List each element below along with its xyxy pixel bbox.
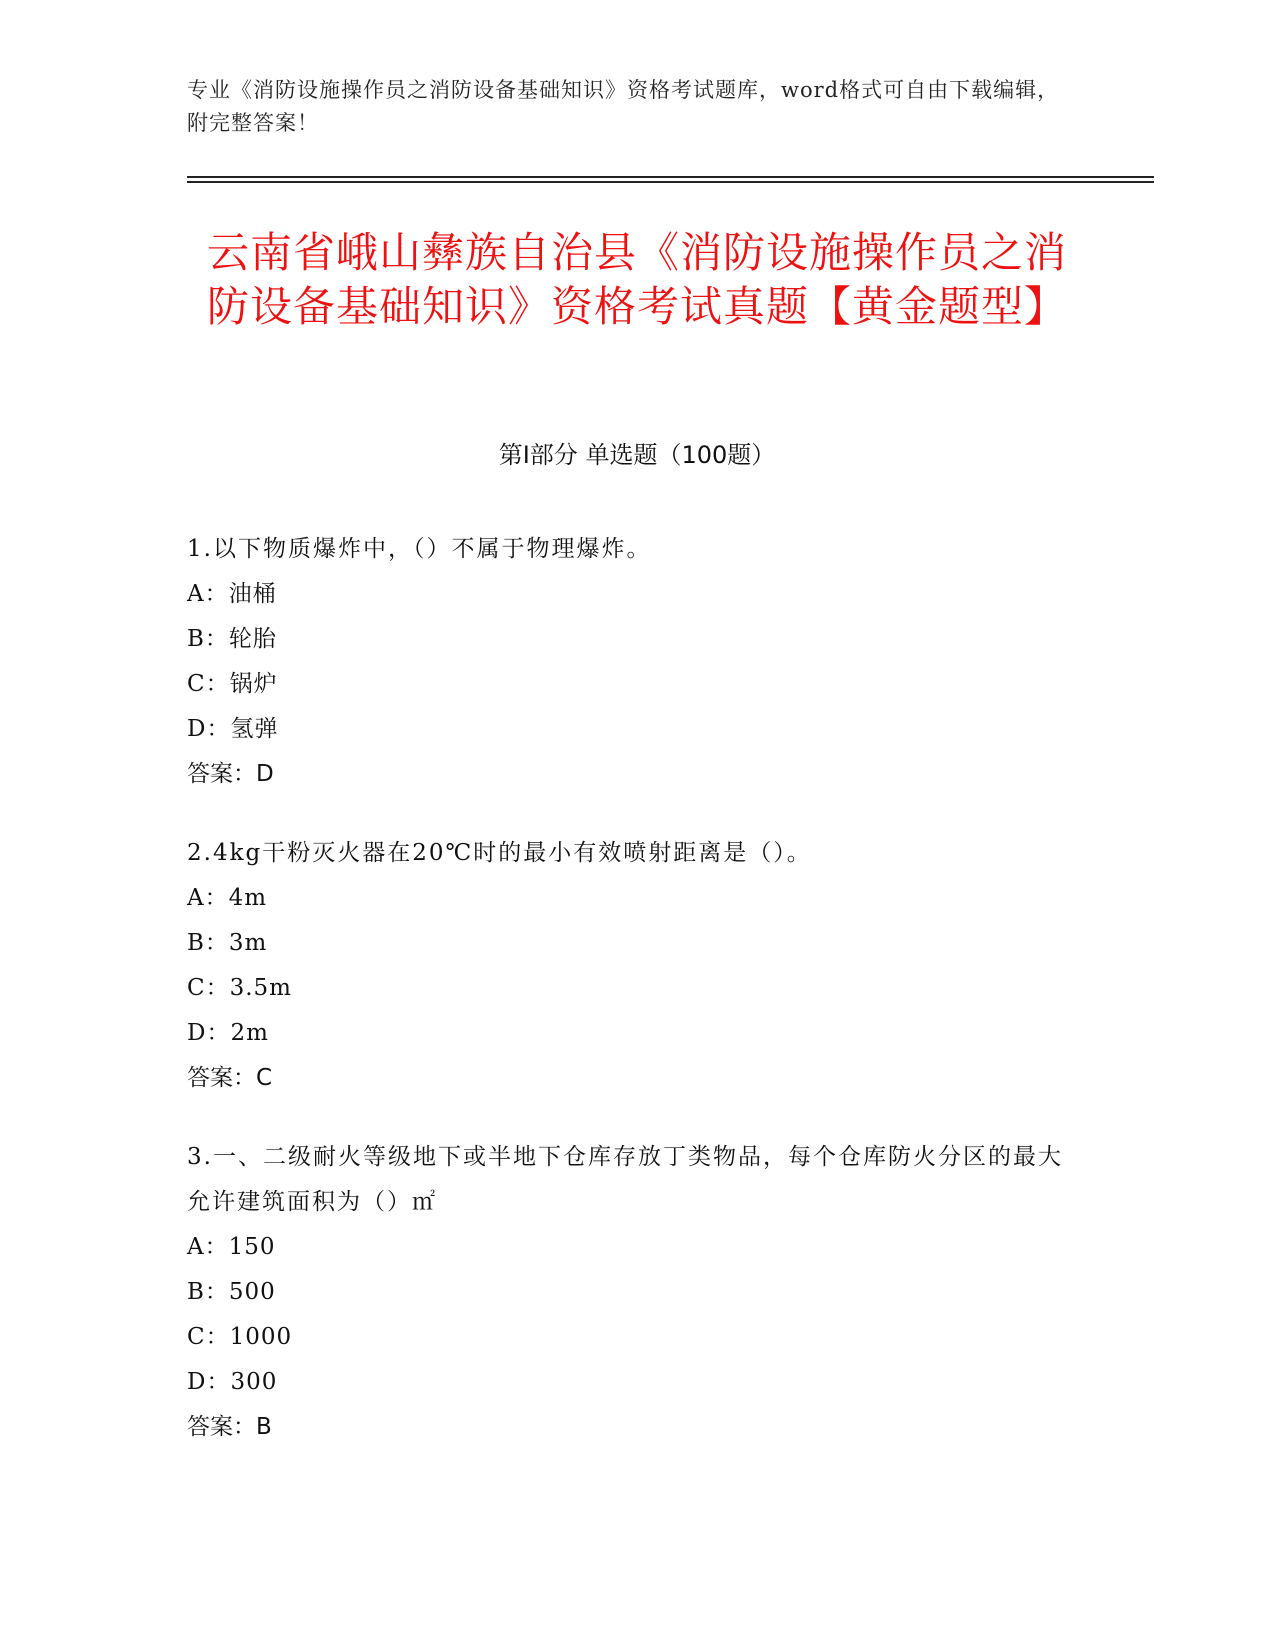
document-title: 云南省峨山彝族自治县《消防设施操作员之消防设备基础知识》资格考试真题【黄金题型】 [206, 228, 1067, 331]
option-d: D：300 [187, 1369, 278, 1395]
option-c: C：锅炉 [187, 671, 278, 697]
header-note: 专业《消防设施操作员之消防设备基础知识》资格考试题库，word格式可自由下载编辑，附完整答案！ [187, 78, 1060, 135]
option-c: C：1000 [187, 1324, 293, 1350]
option-a: A：4m [187, 885, 268, 911]
question-item [187, 1135, 1077, 1450]
question-stem: 1.以下物质爆炸中，（）不属于物理爆炸。 [187, 536, 652, 562]
question-stem: 3.一、二级耐火等级地下或半地下仓库存放丁类物品，每个仓库防火分区的最大允许建筑面积为（）㎡ [187, 1144, 1063, 1215]
question-list [187, 527, 1077, 1484]
option-b: B：500 [187, 1279, 276, 1305]
option-a: A：油桶 [187, 581, 277, 607]
answer: 答案：D [187, 761, 274, 787]
answer: 答案：B [187, 1414, 272, 1440]
option-b: B：轮胎 [187, 626, 277, 652]
option-d: D：氢弹 [187, 716, 279, 742]
header-rule-top [187, 176, 1154, 178]
option-c: C：3.5m [187, 975, 292, 1001]
header-rule-bottom [187, 181, 1154, 183]
question-stem: 2.4kg干粉灭火器在20℃时的最小有效喷射距离是（）。 [187, 840, 812, 866]
answer: 答案：C [187, 1065, 273, 1091]
option-b: B：3m [187, 930, 268, 956]
option-a: A：150 [187, 1234, 276, 1260]
option-d: D：2m [187, 1020, 269, 1046]
section-title: 第Ⅰ部分 单选题（100题） [498, 441, 776, 469]
question-item [187, 831, 1077, 1101]
question-item [187, 527, 1077, 797]
